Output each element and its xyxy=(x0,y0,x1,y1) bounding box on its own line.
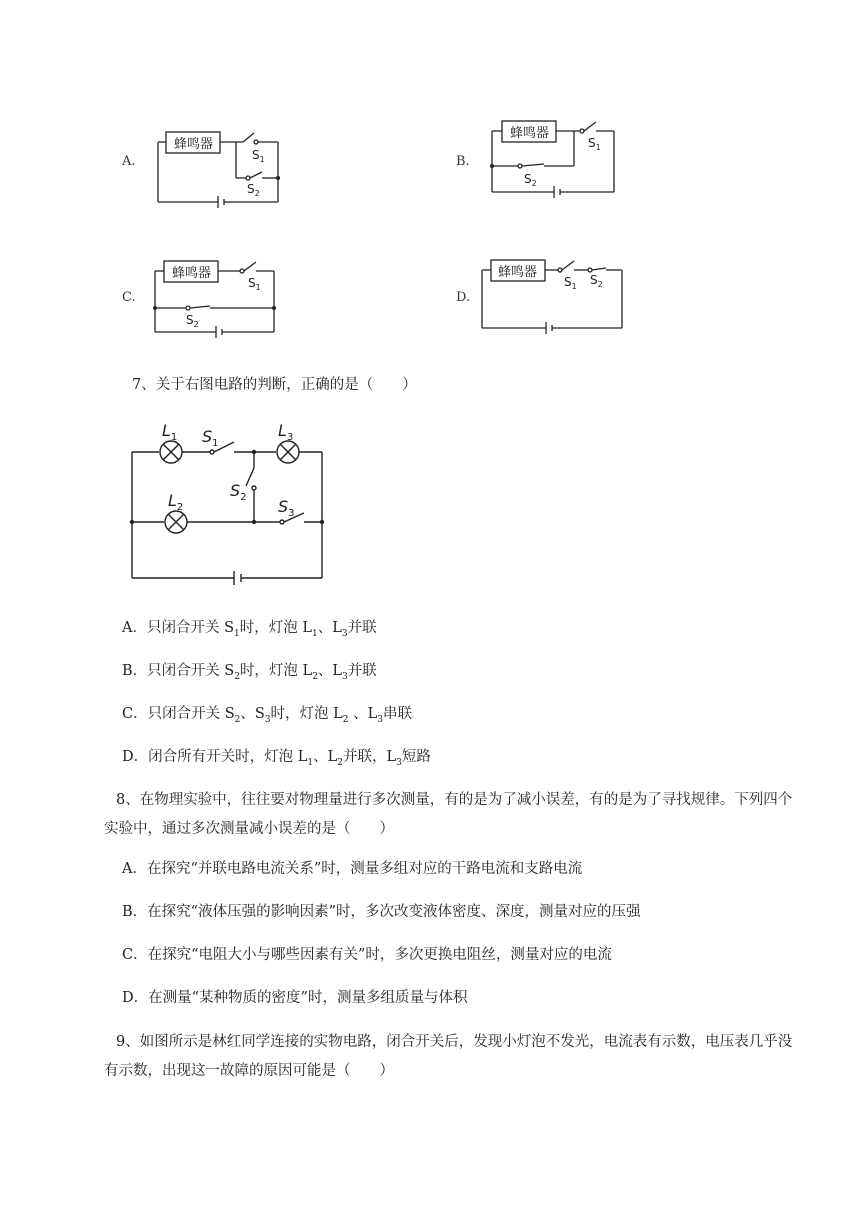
s1-subscript: 1 xyxy=(212,438,219,449)
svg-text:S3 xyxy=(278,497,295,519)
l2-label: L xyxy=(168,491,177,510)
svg-text:L3 xyxy=(278,421,293,443)
svg-text:S1 xyxy=(202,427,219,449)
q7-option-a[interactable]: A．只闭合开关 $S_1$时，灯泡 $L_1$、$L_3$并联 xyxy=(122,620,377,639)
option-a-letter: A. xyxy=(122,154,136,169)
question-8-stem: 8、在物理实验中，往往要对物理量进行多次测量，有的是为了减小误差，有的是为了寻找规律。下列四个实验中，通过多次测量减小误差的是（ ） xyxy=(104,792,793,837)
q7-option-b[interactable]: B．只闭合开关 $S_2$时，灯泡 $L_2$、$L_3$并联 xyxy=(122,663,377,682)
buzzer-label: 蜂鸣器 xyxy=(510,126,550,141)
option-b-letter: B. xyxy=(456,154,470,169)
s1-label: S xyxy=(588,136,596,150)
s1-subscript: 1 xyxy=(255,283,261,292)
option-c-letter: C. xyxy=(122,290,136,305)
q8-option-c[interactable]: C．在探究“电阻大小与哪些因素有关”时，多次更换电阻丝，测量对应的电流 xyxy=(122,947,612,963)
s2-label: S xyxy=(186,313,194,327)
svg-text:S1 xyxy=(252,148,265,164)
s2-subscript: 2 xyxy=(193,320,199,329)
q8-option-b[interactable]: B．在探究“液体压强的影响因素”时，多次改变液体密度、深度，测量对应的压强 xyxy=(122,904,641,920)
s2-subscript: 2 xyxy=(531,179,537,188)
circuit-diagram-d xyxy=(476,252,626,336)
l2-subscript: 2 xyxy=(176,502,184,513)
question-7-stem: 7、关于右图电路的判断，正确的是（ ） xyxy=(132,377,417,393)
l3-label: L xyxy=(278,421,287,440)
s2-label: S xyxy=(590,273,598,287)
s2-subscript: 2 xyxy=(254,189,260,198)
svg-text:S2 xyxy=(247,182,260,198)
option-d-letter: D. xyxy=(456,290,471,305)
q8-option-d[interactable]: D．在测量“某种物质的密度”时，测量多组质量与体积 xyxy=(122,990,468,1006)
l1-subscript: 1 xyxy=(170,432,178,443)
s2-label: S xyxy=(230,481,241,500)
s2-subscript: 2 xyxy=(597,280,603,289)
s3-label: S xyxy=(278,497,289,516)
s2-label: S xyxy=(247,182,255,196)
s1-label: S xyxy=(248,276,256,290)
circuit-diagram-b xyxy=(484,112,624,204)
svg-text:S2 xyxy=(590,273,603,289)
buzzer-label: 蜂鸣器 xyxy=(174,137,214,152)
svg-text:S1 xyxy=(564,275,577,291)
s1-subscript: 1 xyxy=(259,155,265,164)
circuit-diagram-a xyxy=(150,120,290,212)
buzzer-label: 蜂鸣器 xyxy=(172,266,212,281)
s2-subscript: 2 xyxy=(240,492,247,503)
svg-text:L1 xyxy=(162,421,177,443)
l3-subscript: 3 xyxy=(286,432,294,443)
circuit-diagram-c xyxy=(148,254,284,342)
s2-label: S xyxy=(524,172,532,186)
s1-label: S xyxy=(252,148,260,162)
s1-label: S xyxy=(564,275,572,289)
svg-text:S2 xyxy=(186,313,199,329)
question-9-stem: 9、如图所示是林红同学连接的实物电路，闭合开关后，发现小灯泡不发光，电流表有示数，电压表几乎没有示数，出现这一故障的原因可能是（ ） xyxy=(104,1034,793,1079)
s3-subscript: 3 xyxy=(288,508,295,519)
svg-text:S2 xyxy=(230,481,247,503)
svg-text:S1 xyxy=(248,276,261,292)
svg-text:S1 xyxy=(588,136,601,152)
q8-option-a[interactable]: A．在探究“并联电路电流关系”时，测量多组对应的干路电流和支路电流 xyxy=(122,861,583,877)
s1-subscript: 1 xyxy=(595,143,601,152)
buzzer-label: 蜂鸣器 xyxy=(498,265,538,280)
svg-text:S2 xyxy=(524,172,537,188)
s1-label: S xyxy=(202,427,213,446)
svg-text:L2 xyxy=(168,491,183,513)
s1-subscript: 1 xyxy=(571,282,577,291)
l1-label: L xyxy=(162,421,171,440)
q7-option-d[interactable]: D．闭合所有开关时，灯泡 $L_1$、$L_2$并联，$L_3$短路 xyxy=(122,749,431,768)
q7-option-c[interactable]: C．只闭合开关 $S_2$、$S_3$时，灯泡 $L_2$ 、$L_3$串联 xyxy=(122,706,413,725)
q7-circuit-diagram xyxy=(126,416,331,586)
